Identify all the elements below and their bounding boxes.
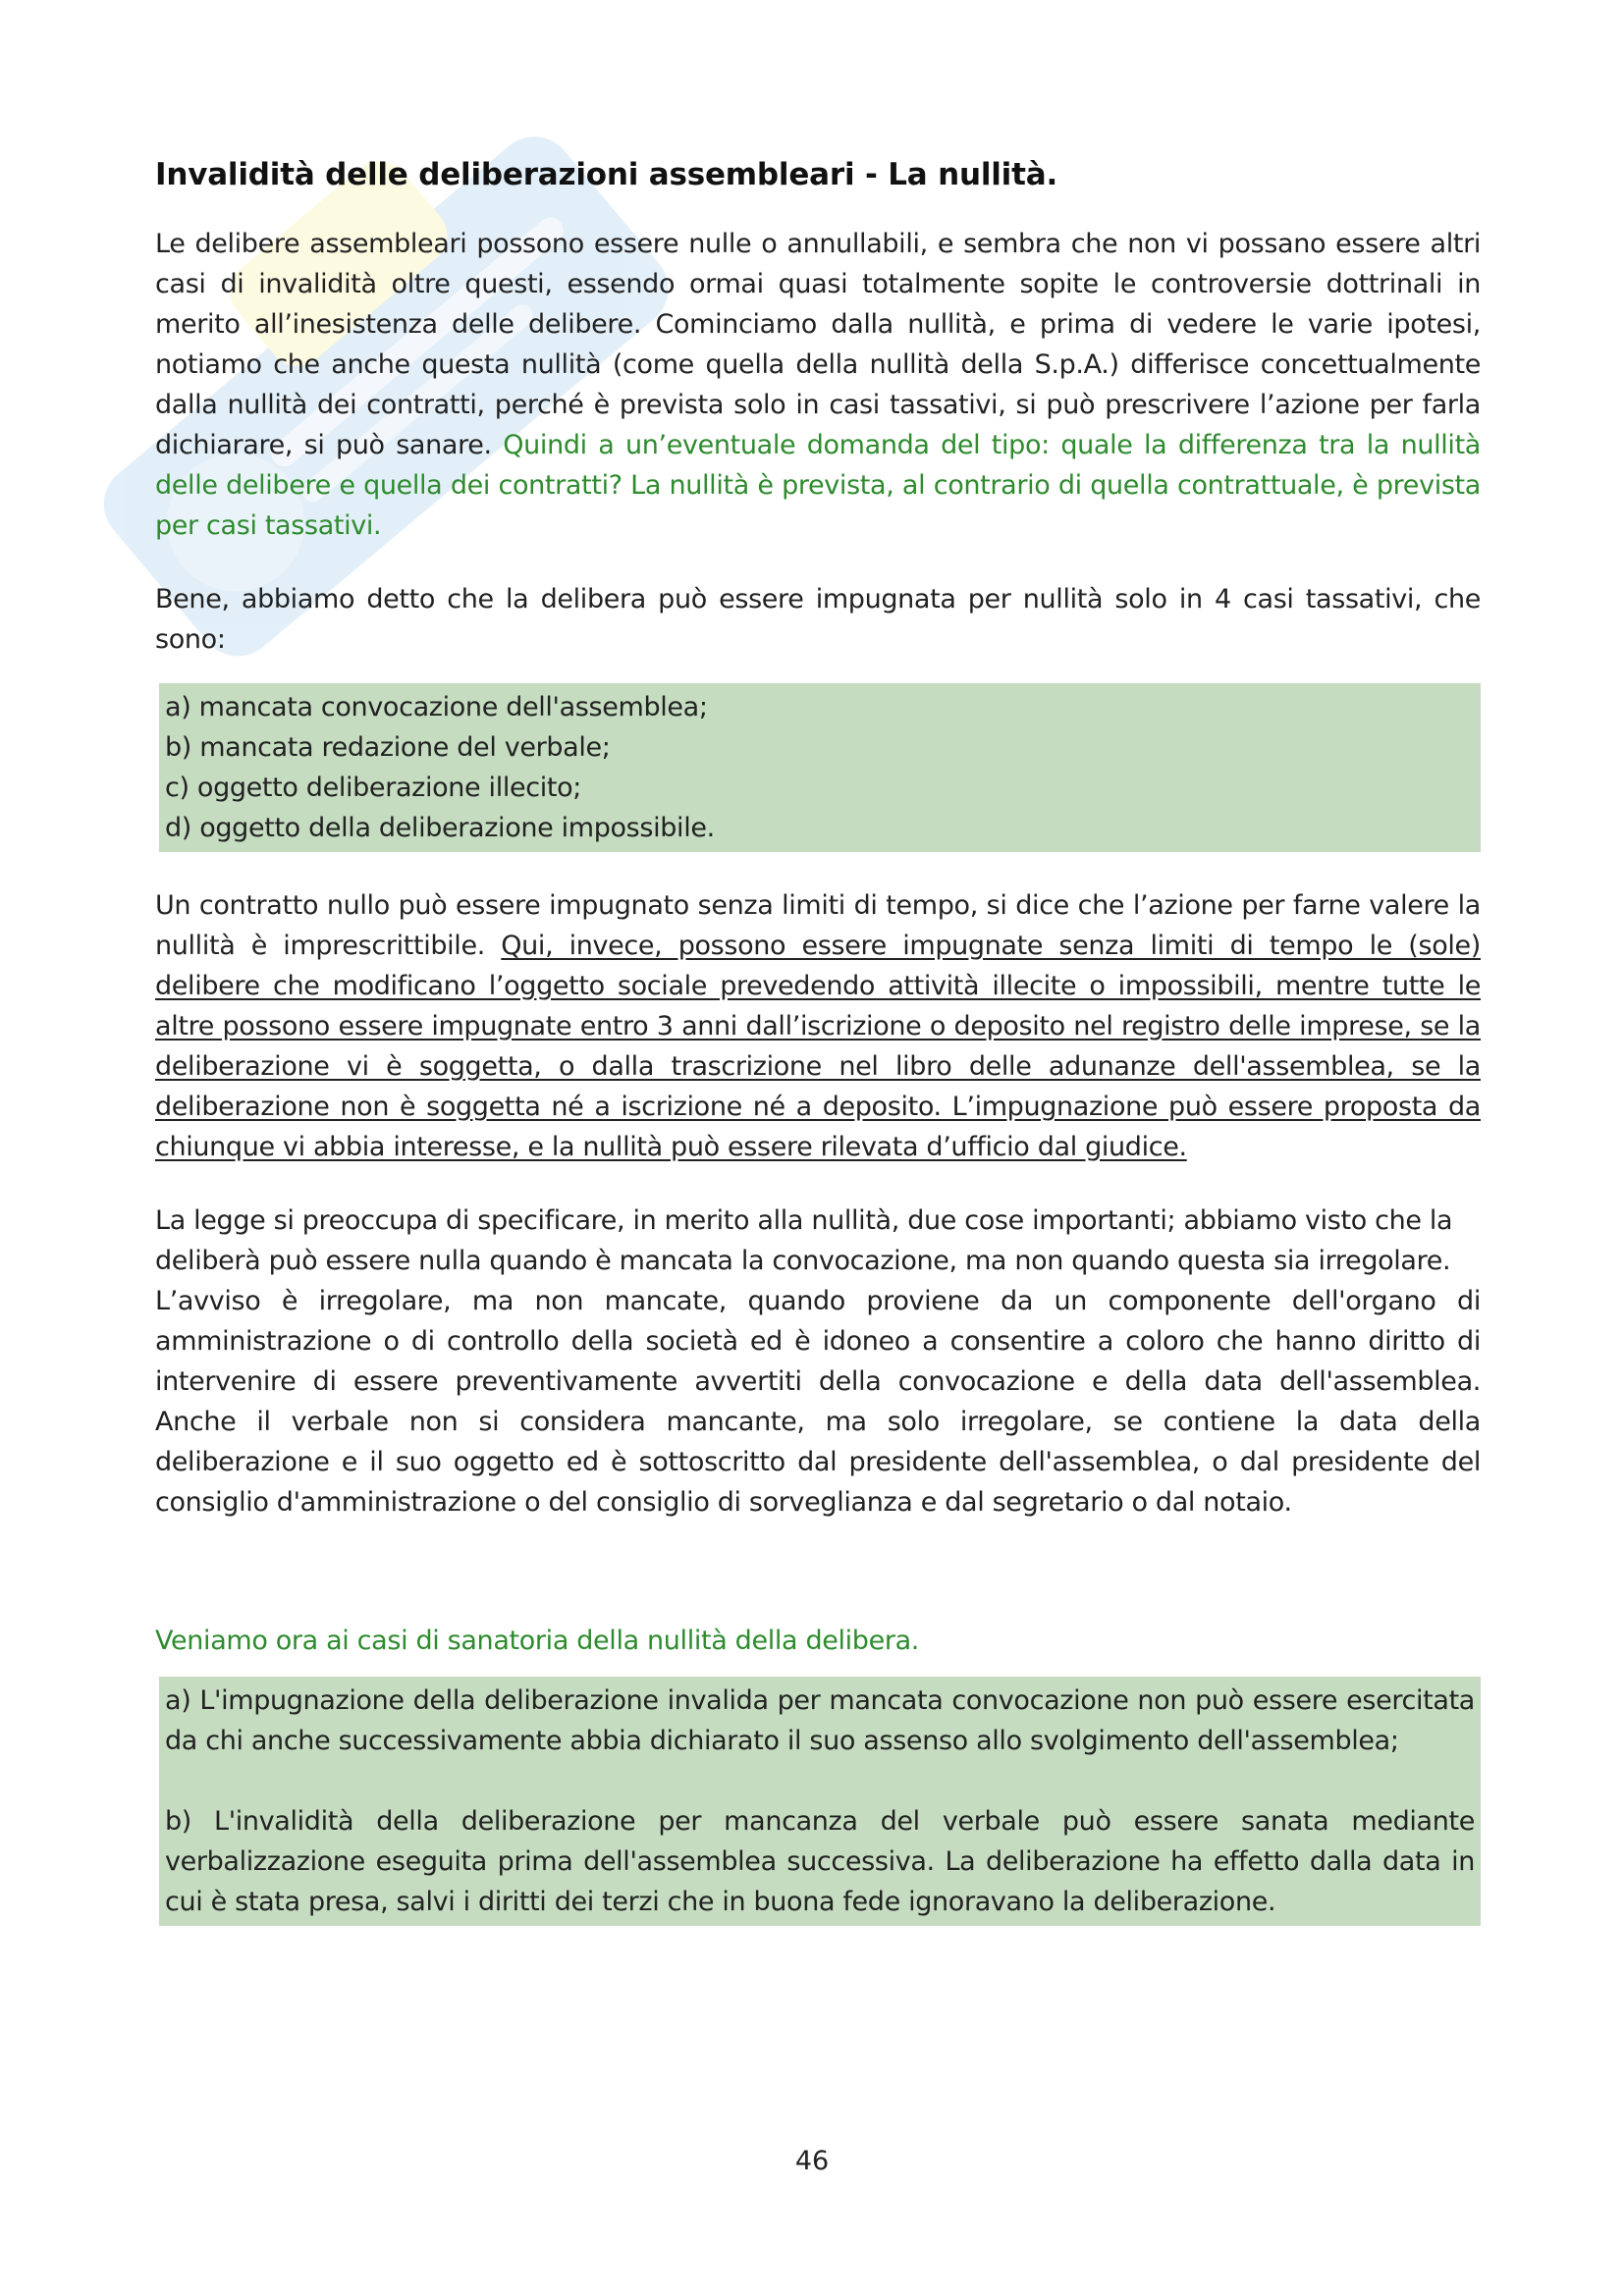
page-number: 46 bbox=[794, 2146, 830, 2176]
section-title: Invalidità delle deliberazioni assembleari - La nullità. bbox=[155, 157, 1058, 192]
intro-paragraph bbox=[155, 224, 1481, 546]
nullity-case-item: b) mancata redazione del verbale; bbox=[165, 732, 611, 763]
law-paragraph bbox=[155, 1201, 1481, 1522]
intro-text: Le delibere assembleari possono essere nulle o annullabili, e sembra che non vi possano essere altri casi di invalidità oltre questi, essendo ormai quasi totalmente sopite le controversie dottrinali in merito all’inesistenza delle delibere. Cominciamo dalla nullità, e prima di vedere le varie ipotesi, notiamo che anche questa nullità (come quella della nullità della S.p.A.) differisce concettualmente dalla nullità dei contratti, perché è prevista solo in casi tassativi, si può prescrivere l’azione per farla dichiarare, si può sanare. bbox=[155, 229, 1481, 460]
remedy-item: b) L'invalidità della deliberazione per mancanza del verbale può essere sanata mediante verbalizzazione eseguita prima dell'assemblea successiva. La deliberazione ha effetto dalla data in cui è stata presa, salvi i diritti dei terzi che in buona fede ignoravano la deliberazione. bbox=[165, 1806, 1475, 1917]
nullity-case-item: a) mancata convocazione dell'assemblea; bbox=[165, 692, 708, 722]
remedies-box bbox=[159, 1677, 1481, 1926]
remedy-item: a) L'impugnazione della deliberazione invalida per mancata convocazione non può essere esercitata da chi anche successivamente abbia dichiarato il suo assenso allo svolgimento dell'assemblea; bbox=[165, 1685, 1475, 1756]
contract-text: Un contratto nullo può essere impugnato senza limiti di tempo, si dice che l’azione per farne valere la nullità è imprescrittibile. bbox=[155, 890, 1481, 961]
intro-green-text: Quindi a un’eventuale domanda del tipo: quale la differenza tra la nullità delle delibere e quella dei contratti? La nullità è prevista, al contrario di quella contrattuale, è prevista per casi tassativi. bbox=[155, 430, 1482, 541]
remedy-heading: Veniamo ora ai casi di sanatoria della nullità della delibera. bbox=[155, 1626, 920, 1656]
cases-intro-paragraph: Bene, abbiamo detto che la delibera può essere impugnata per nullità solo in 4 casi tassativi, che sono: bbox=[155, 584, 1481, 655]
nullity-case-item: c) oggetto deliberazione illecito; bbox=[165, 773, 582, 803]
nullity-case-item: d) oggetto della deliberazione impossibile. bbox=[165, 813, 715, 843]
law-line-2: deliberà può essere nulla quando è mancata la convocazione, ma non quando questa sia irregolare. bbox=[155, 1246, 1451, 1276]
contract-paragraph bbox=[155, 885, 1481, 1167]
law-line-1: La legge si preoccupa di specificare, in merito alla nullità, due cose importanti; abbiamo visto che la bbox=[155, 1205, 1453, 1236]
law-rest: L’avviso è irregolare, ma non mancate, quando proviene da un componente dell'organo di amministrazione o di controllo della società ed è idoneo a consentire a coloro che hanno diritto di intervenire di essere preventivamente avvertiti della convocazione e della data dell'assemblea. Anche il verbale non si considera mancante, ma solo irregolare, se contiene la data della deliberazione e il suo oggetto ed è sottoscritto dal presidente dell'assemblea, o dal presidente del consiglio d'amministrazione o del consiglio di sorveglianza e dal segretario o dal notaio. bbox=[155, 1286, 1481, 1518]
nullity-cases-box bbox=[159, 683, 1481, 852]
document-content bbox=[155, 157, 1481, 1926]
contract-underlined-text: Qui, invece, possono essere impugnate senza limiti di tempo le (sole) delibere che modificano l’oggetto sociale prevedendo attività illecite o impossibili, mentre tutte le altre possono essere impugnate entro 3 anni dall’iscrizione o deposito nel registro delle imprese, se la deliberazione vi è soggetta, o dalla trascrizione nel libro delle adunanze dell'assemblea, se la deliberazione non è soggetta né a iscrizione né a deposito. L’impugnazione può essere proposta da chiunque vi abbia interesse, e la nullità può essere rilevata d’ufficio dal giudice. bbox=[155, 931, 1481, 1162]
